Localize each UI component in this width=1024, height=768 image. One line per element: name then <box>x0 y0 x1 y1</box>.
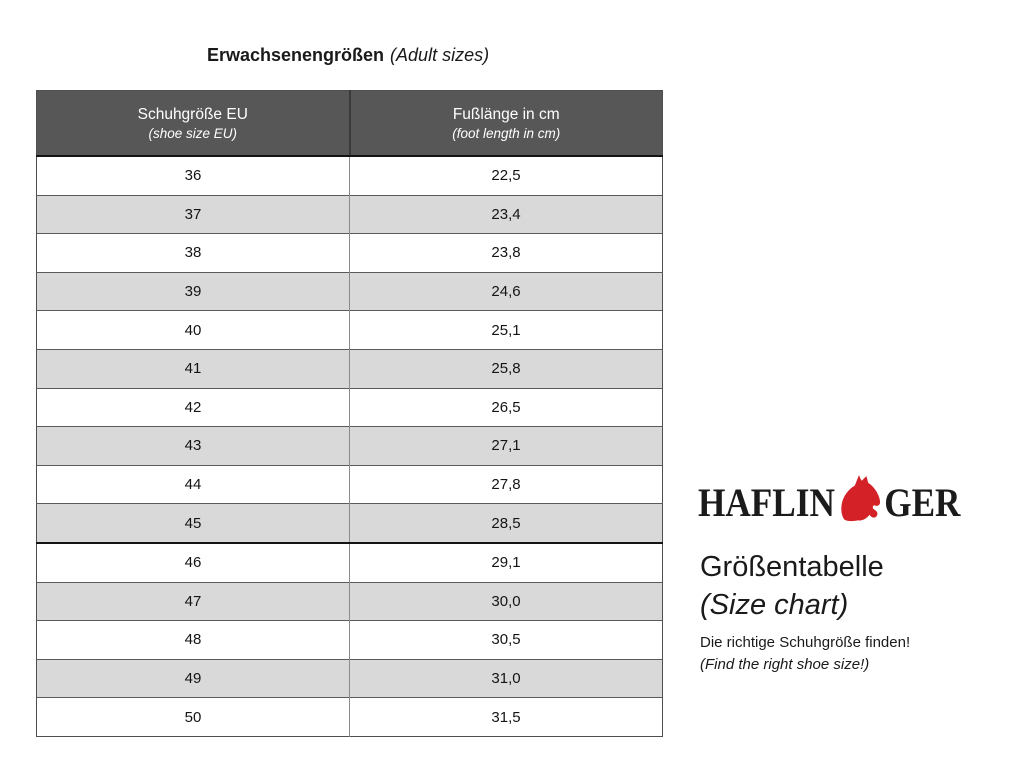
table-row <box>37 349 663 388</box>
column-header-foot-length-sublabel: (foot length in cm) <box>452 125 561 141</box>
table-row <box>37 388 663 427</box>
cell-foot-length: 28,5 <box>350 504 663 543</box>
haflinger-logo <box>698 472 960 523</box>
brand-subtitle <box>700 548 884 624</box>
horse-head-icon <box>838 472 880 524</box>
cell-foot-length: 22,5 <box>350 156 663 195</box>
table-row <box>37 465 663 504</box>
cell-foot-length: 31,5 <box>350 698 663 737</box>
cell-foot-length: 27,1 <box>350 427 663 466</box>
table-row <box>37 504 663 543</box>
cell-shoe-size: 40 <box>37 311 350 350</box>
cell-foot-length: 27,8 <box>350 465 663 504</box>
size-table-header <box>37 91 663 157</box>
cell-shoe-size: 41 <box>37 349 350 388</box>
cell-shoe-size: 38 <box>37 234 350 273</box>
column-header-shoe-size-label: Schuhgröße EU <box>137 105 248 123</box>
cell-shoe-size: 49 <box>37 659 350 698</box>
page-title-english: (Adult sizes) <box>390 45 490 65</box>
table-row <box>37 234 663 273</box>
logo-text-left: HAFLIN <box>698 480 835 525</box>
cell-shoe-size: 47 <box>37 582 350 621</box>
cell-foot-length: 23,4 <box>350 195 663 234</box>
brand-tagline <box>700 632 910 676</box>
table-row <box>37 311 663 350</box>
column-header-foot-length <box>350 91 663 157</box>
cell-shoe-size: 50 <box>37 698 350 737</box>
cell-foot-length: 29,1 <box>350 543 663 582</box>
table-row <box>37 659 663 698</box>
brand-subtitle-german: Größentabelle <box>700 551 884 583</box>
table-row <box>37 272 663 311</box>
cell-shoe-size: 45 <box>37 504 350 543</box>
cell-shoe-size: 36 <box>37 156 350 195</box>
brand-tagline-german: Die richtige Schuhgröße finden! <box>700 634 911 651</box>
cell-foot-length: 24,6 <box>350 272 663 311</box>
column-header-shoe-size <box>37 91 350 157</box>
table-row <box>37 543 663 582</box>
cell-shoe-size: 42 <box>37 388 350 427</box>
cell-foot-length: 26,5 <box>350 388 663 427</box>
table-row <box>37 156 663 195</box>
page-title <box>207 44 489 66</box>
table-row <box>37 698 663 737</box>
cell-shoe-size: 46 <box>37 543 350 582</box>
column-header-shoe-size-sublabel: (shoe size EU) <box>148 125 238 141</box>
header-row <box>37 91 663 157</box>
cell-foot-length: 30,0 <box>350 582 663 621</box>
brand-tagline-english: (Find the right shoe size!) <box>700 656 870 673</box>
cell-foot-length: 30,5 <box>350 621 663 660</box>
page-title-german: Erwachsenengrößen <box>207 45 385 65</box>
cell-shoe-size: 48 <box>37 621 350 660</box>
cell-foot-length: 25,8 <box>350 349 663 388</box>
size-table-body <box>37 156 663 736</box>
table-row <box>37 427 663 466</box>
brand-subtitle-english: (Size chart) <box>700 589 849 621</box>
cell-foot-length: 25,1 <box>350 311 663 350</box>
cell-shoe-size: 44 <box>37 465 350 504</box>
table-row <box>37 582 663 621</box>
logo-text-right: GER <box>884 480 961 525</box>
table-row <box>37 621 663 660</box>
cell-shoe-size: 43 <box>37 427 350 466</box>
cell-foot-length: 23,8 <box>350 234 663 273</box>
table-row <box>37 195 663 234</box>
cell-shoe-size: 37 <box>37 195 350 234</box>
size-table <box>36 90 663 737</box>
column-header-foot-length-label: Fußlänge in cm <box>452 105 560 123</box>
cell-foot-length: 31,0 <box>350 659 663 698</box>
cell-shoe-size: 39 <box>37 272 350 311</box>
